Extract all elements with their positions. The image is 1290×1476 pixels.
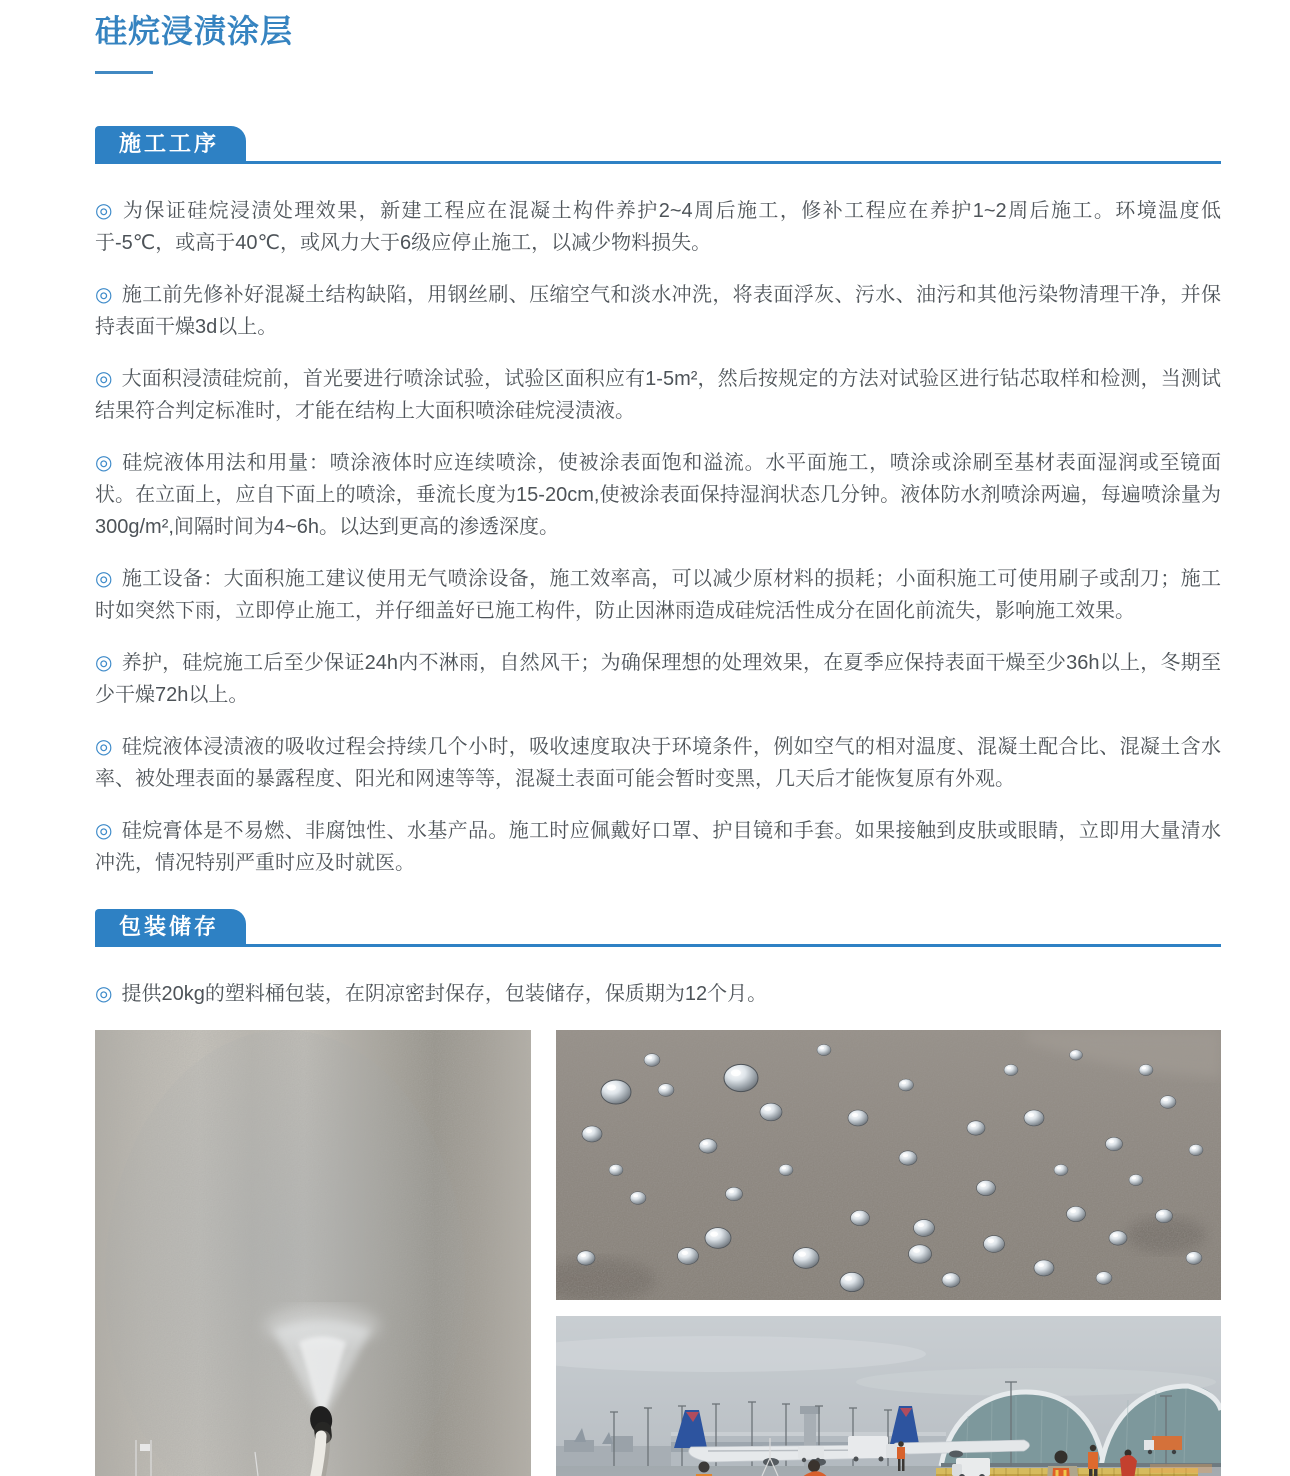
bullet-text: 硅烷膏体是不易燃、非腐蚀性、水基产品。施工时应佩戴好口罩、护目镜和手套。如果接触到皮肤或眼睛，立即用大量清水冲洗，情况特别严重时应及时就医。: [95, 820, 1222, 874]
page-content: [95, 0, 1221, 1476]
bullet-text: 为保证硅烷浸渍处理效果，新建工程应在混凝土构件养护2~4周后施工，修补工程应在养护1~2周后施工。环境温度低于-5℃，或高于40℃，或风力大于6级应停止施工，以减少物料损失。: [95, 200, 1221, 254]
bullet-text: 硅烷液体用法和用量：喷涂液体时应连续喷涂，使被涂表面饱和溢流。水平面施工，喷涂或涂刷至基材表面湿润或至镜面状。在立面上，应自下面上的喷涂，垂流长度为15-20cm,使被涂表面保持湿润状态几分钟。液体防水剂喷涂两遍，每遍喷涂量为300g/m²,间隔时间为4~6h。以达到更高的渗透深度。: [95, 452, 1222, 538]
bullet-paragraph: [95, 731, 1221, 795]
photo-gallery: [95, 1030, 1221, 1476]
bullet-text: 大面积浸渍硅烷前，首光要进行喷涂试验，试验区面积应有1-5m²，然后按规定的方法对试验区进行钻芯取样和检测，当测试结果符合判定标准时，才能在结构上大面积喷涂硅烷浸渍液。: [95, 368, 1221, 422]
bullet-list-packaging: [95, 947, 1221, 1010]
bullet-text: 提供20kg的塑料桶包装，在阴凉密封保存，包装储存，保质期为12个月。: [121, 983, 768, 1005]
title-underline: [95, 71, 153, 74]
bullet-circle-icon: ◎: [95, 200, 114, 222]
bullet-text: 施工设备：大面积施工建议使用无气喷涂设备，施工效率高，可以减少原材料的损耗；小面积施工可使用刷子或刮刀；施工时如突然下雨，立即停止施工，并仔细盖好已施工构件，防止因淋雨造成硅烷活性成分在固化前流失，影响施工效果。: [95, 568, 1222, 622]
bullet-paragraph: [95, 978, 1221, 1010]
bullet-circle-icon: ◎: [95, 368, 113, 390]
bullet-paragraph: [95, 815, 1221, 879]
photo-column-right: [556, 1030, 1221, 1476]
bullet-list-construction: [95, 164, 1221, 879]
section-tab-construction: 施工工序: [95, 126, 246, 161]
spray-wall-illustration: [95, 1030, 531, 1476]
photo-water-beading: [556, 1030, 1221, 1300]
section-packaging-storage: [95, 909, 1221, 1010]
bullet-paragraph: [95, 279, 1221, 343]
bullet-circle-icon: ◎: [95, 652, 113, 674]
bullet-text: 养护，硅烷施工后至少保证24h内不淋雨，自然风干；为确保理想的处理效果，在夏季应保持表面干燥至少36h以上，冬期至少干燥72h以上。: [95, 652, 1221, 706]
bullet-circle-icon: ◎: [95, 568, 113, 590]
bullet-circle-icon: ◎: [95, 284, 113, 306]
bullet-paragraph: [95, 363, 1221, 427]
bullet-text: 施工前先修补好混凝土结构缺陷，用钢丝刷、压缩空气和淡水冲洗，将表面浮灰、污水、油污和其他污染物清理干净，并保持表面干燥3d以上。: [95, 284, 1222, 338]
page-title: 硅烷浸渍涂层: [95, 13, 294, 49]
bullet-text: 硅烷液体浸渍液的吸收过程会持续几个小时，吸收速度取决于环境条件，例如空气的相对温度、混凝土配合比、混凝土含水率、被处理表面的暴露程度、阳光和网速等等，混凝土表面可能会暂时变黑，几天后才能恢复原有外观。: [95, 736, 1222, 790]
section-header-rule: [95, 126, 1221, 164]
bullet-circle-icon: ◎: [95, 820, 113, 842]
bullet-circle-icon: ◎: [95, 983, 113, 1005]
section-construction-procedure: [95, 126, 1221, 879]
section-header-rule: [95, 909, 1221, 947]
bullet-paragraph: [95, 563, 1221, 627]
section-tab-packaging: 包装储存: [95, 909, 246, 944]
water-beading-illustration: [556, 1030, 1221, 1300]
page-bottom-artifacts: [0, 1436, 1290, 1476]
bullet-paragraph: [95, 195, 1221, 259]
bullet-circle-icon: ◎: [95, 736, 113, 758]
photo-spray-on-wall: [95, 1030, 531, 1476]
bullet-paragraph: [95, 447, 1221, 543]
bullet-circle-icon: ◎: [95, 452, 114, 474]
bullet-paragraph: [95, 647, 1221, 711]
